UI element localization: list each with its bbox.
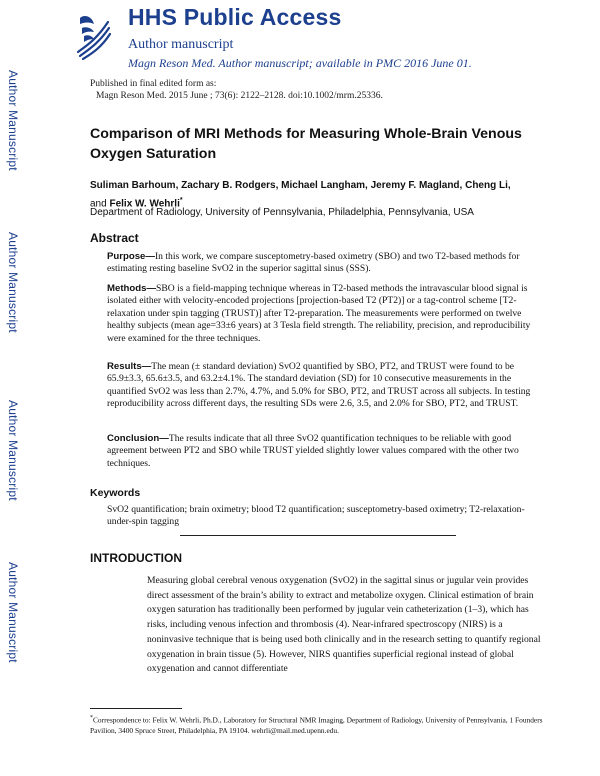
published-info xyxy=(90,78,383,102)
corresponding-author[interactable]: Felix W. Wehrli xyxy=(109,198,180,210)
hhs-eagle-logo-icon xyxy=(74,12,112,60)
manuscript-label: Author manuscript xyxy=(128,37,234,52)
results-label: Results— xyxy=(107,361,152,372)
abstract-results xyxy=(107,361,547,411)
footnote-mark: * xyxy=(90,715,93,721)
authors-line: Suliman Barhoum, Zachary B. Rodgers, Michael Langham, Jeremy F. Magland, Cheng Li, xyxy=(90,180,511,191)
methods-text: SBO is a field-mapping technique whereas in T2-based methods the intravascular blood signal is isolated either with velocity-encoded projections [projection-based T2 (PT2)] or a tag-control scheme [T2-relaxation under spin tagging (TRUST)] after T2-preparation. The measurements were performed on twelve healthy subjects (mean age=33±6 years) at 3 Tesla field strength. The reliability, precision, and reproducibility were examined for the three techniques. xyxy=(107,283,531,344)
margin-label: Author Manuscript xyxy=(6,400,20,501)
conclusion-label: Conclusion— xyxy=(107,433,169,444)
abstract-conclusion xyxy=(107,433,547,470)
abstract-methods xyxy=(107,283,547,345)
published-label: Published in final edited form as: xyxy=(90,79,217,89)
purpose-text: In this work, we compare susceptometry-based oximetry (SBO) and two T2-based methods for estimating resting baseline SvO2 in the superior sagittal sinus (SSS). xyxy=(107,251,520,275)
margin-label: Author Manuscript xyxy=(6,232,20,333)
corresponding-mark: * xyxy=(179,197,183,204)
affiliation: Department of Radiology, University of Pennsylvania, Philadelphia, Pennsylvania, USA xyxy=(90,207,474,218)
introduction-heading: INTRODUCTION xyxy=(90,551,182,565)
correspondence-footnote xyxy=(90,713,560,736)
results-text: The mean (± standard deviation) SvO2 quantified by SBO, PT2, and TRUST were found to be 65.9±3.3, 65.6±3.5, and 63.2±4.1%. The standard deviation (SD) for 10 consecutive measurements in the quantified SvO2 was less than 2.7%, 4.7%, and 5.0% for SBO, PT2, and TRUST across all subjects. In testing reproducibility across different days, the resulting SDs were 2.6, 3.5, and 2.0% for SBO, PT2, and TRUST. xyxy=(107,361,531,410)
purpose-label: Purpose— xyxy=(107,251,155,262)
footnote-text: Correspondence to: Felix W. Wehrli, Ph.D., Laboratory for Structural NMR Imaging, Department of Radiology, University of Pennsylvania, 1 Founders Pavilion, 3400 Spruce Street, Philadelphia, PA 19104. wehrli@mail.med.upenn.edu. xyxy=(90,715,543,736)
section-divider xyxy=(180,535,456,536)
keywords-text: SvO2 quantification; brain oximetry; blood T2 quantification; susceptometry-based oximetry; T2-relaxation-under-spin tagging xyxy=(107,504,525,528)
conclusion-text: The results indicate that all three SvO2 quantification techniques to be reliable with good agreement between PT2 and SBO while TRUST yielded slightly lower values compared with the other two techniques. xyxy=(107,433,519,469)
abstract-purpose xyxy=(107,251,547,276)
article-title: Comparison of MRI Methods for Measuring Whole-Brain Venous Oxygen Saturation xyxy=(90,126,522,162)
margin-watermark xyxy=(0,0,20,776)
authors-and: and xyxy=(90,198,110,210)
margin-label: Author Manuscript xyxy=(6,562,20,663)
published-citation: Magn Reson Med. 2015 June ; 73(6): 2122–2128. doi:10.1002/mrm.25336. xyxy=(96,91,383,101)
keywords-heading: Keywords xyxy=(90,487,141,499)
margin-label: Author Manuscript xyxy=(6,70,20,171)
footnote-divider xyxy=(90,708,182,709)
introduction-text: Measuring global cerebral venous oxygenation (SvO2) in the sagittal sinus or jugular vein provides direct assessment of the brain’s ability to extract and metabolize oxygen. Clinical estimation of brain oxygen saturation has traditionally been performed by jugular vein catheterization (1–3), which has risks, including venous infection and thrombosis (4). Near-infrared spectroscopy (NIRS) is a noninvasive technique that is being used both clinically and in the research setting to quantify regional oxygenation in brain tissue (5). However, NIRS quantifies superficial regional instead of global oxygenation and cannot differentiate xyxy=(147,575,541,675)
abstract-heading: Abstract xyxy=(90,231,139,245)
methods-label: Methods— xyxy=(107,283,157,294)
journal-citation: Magn Reson Med. Author manuscript; available in PMC 2016 June 01. xyxy=(128,56,472,70)
hhs-title: HHS Public Access xyxy=(128,4,342,30)
